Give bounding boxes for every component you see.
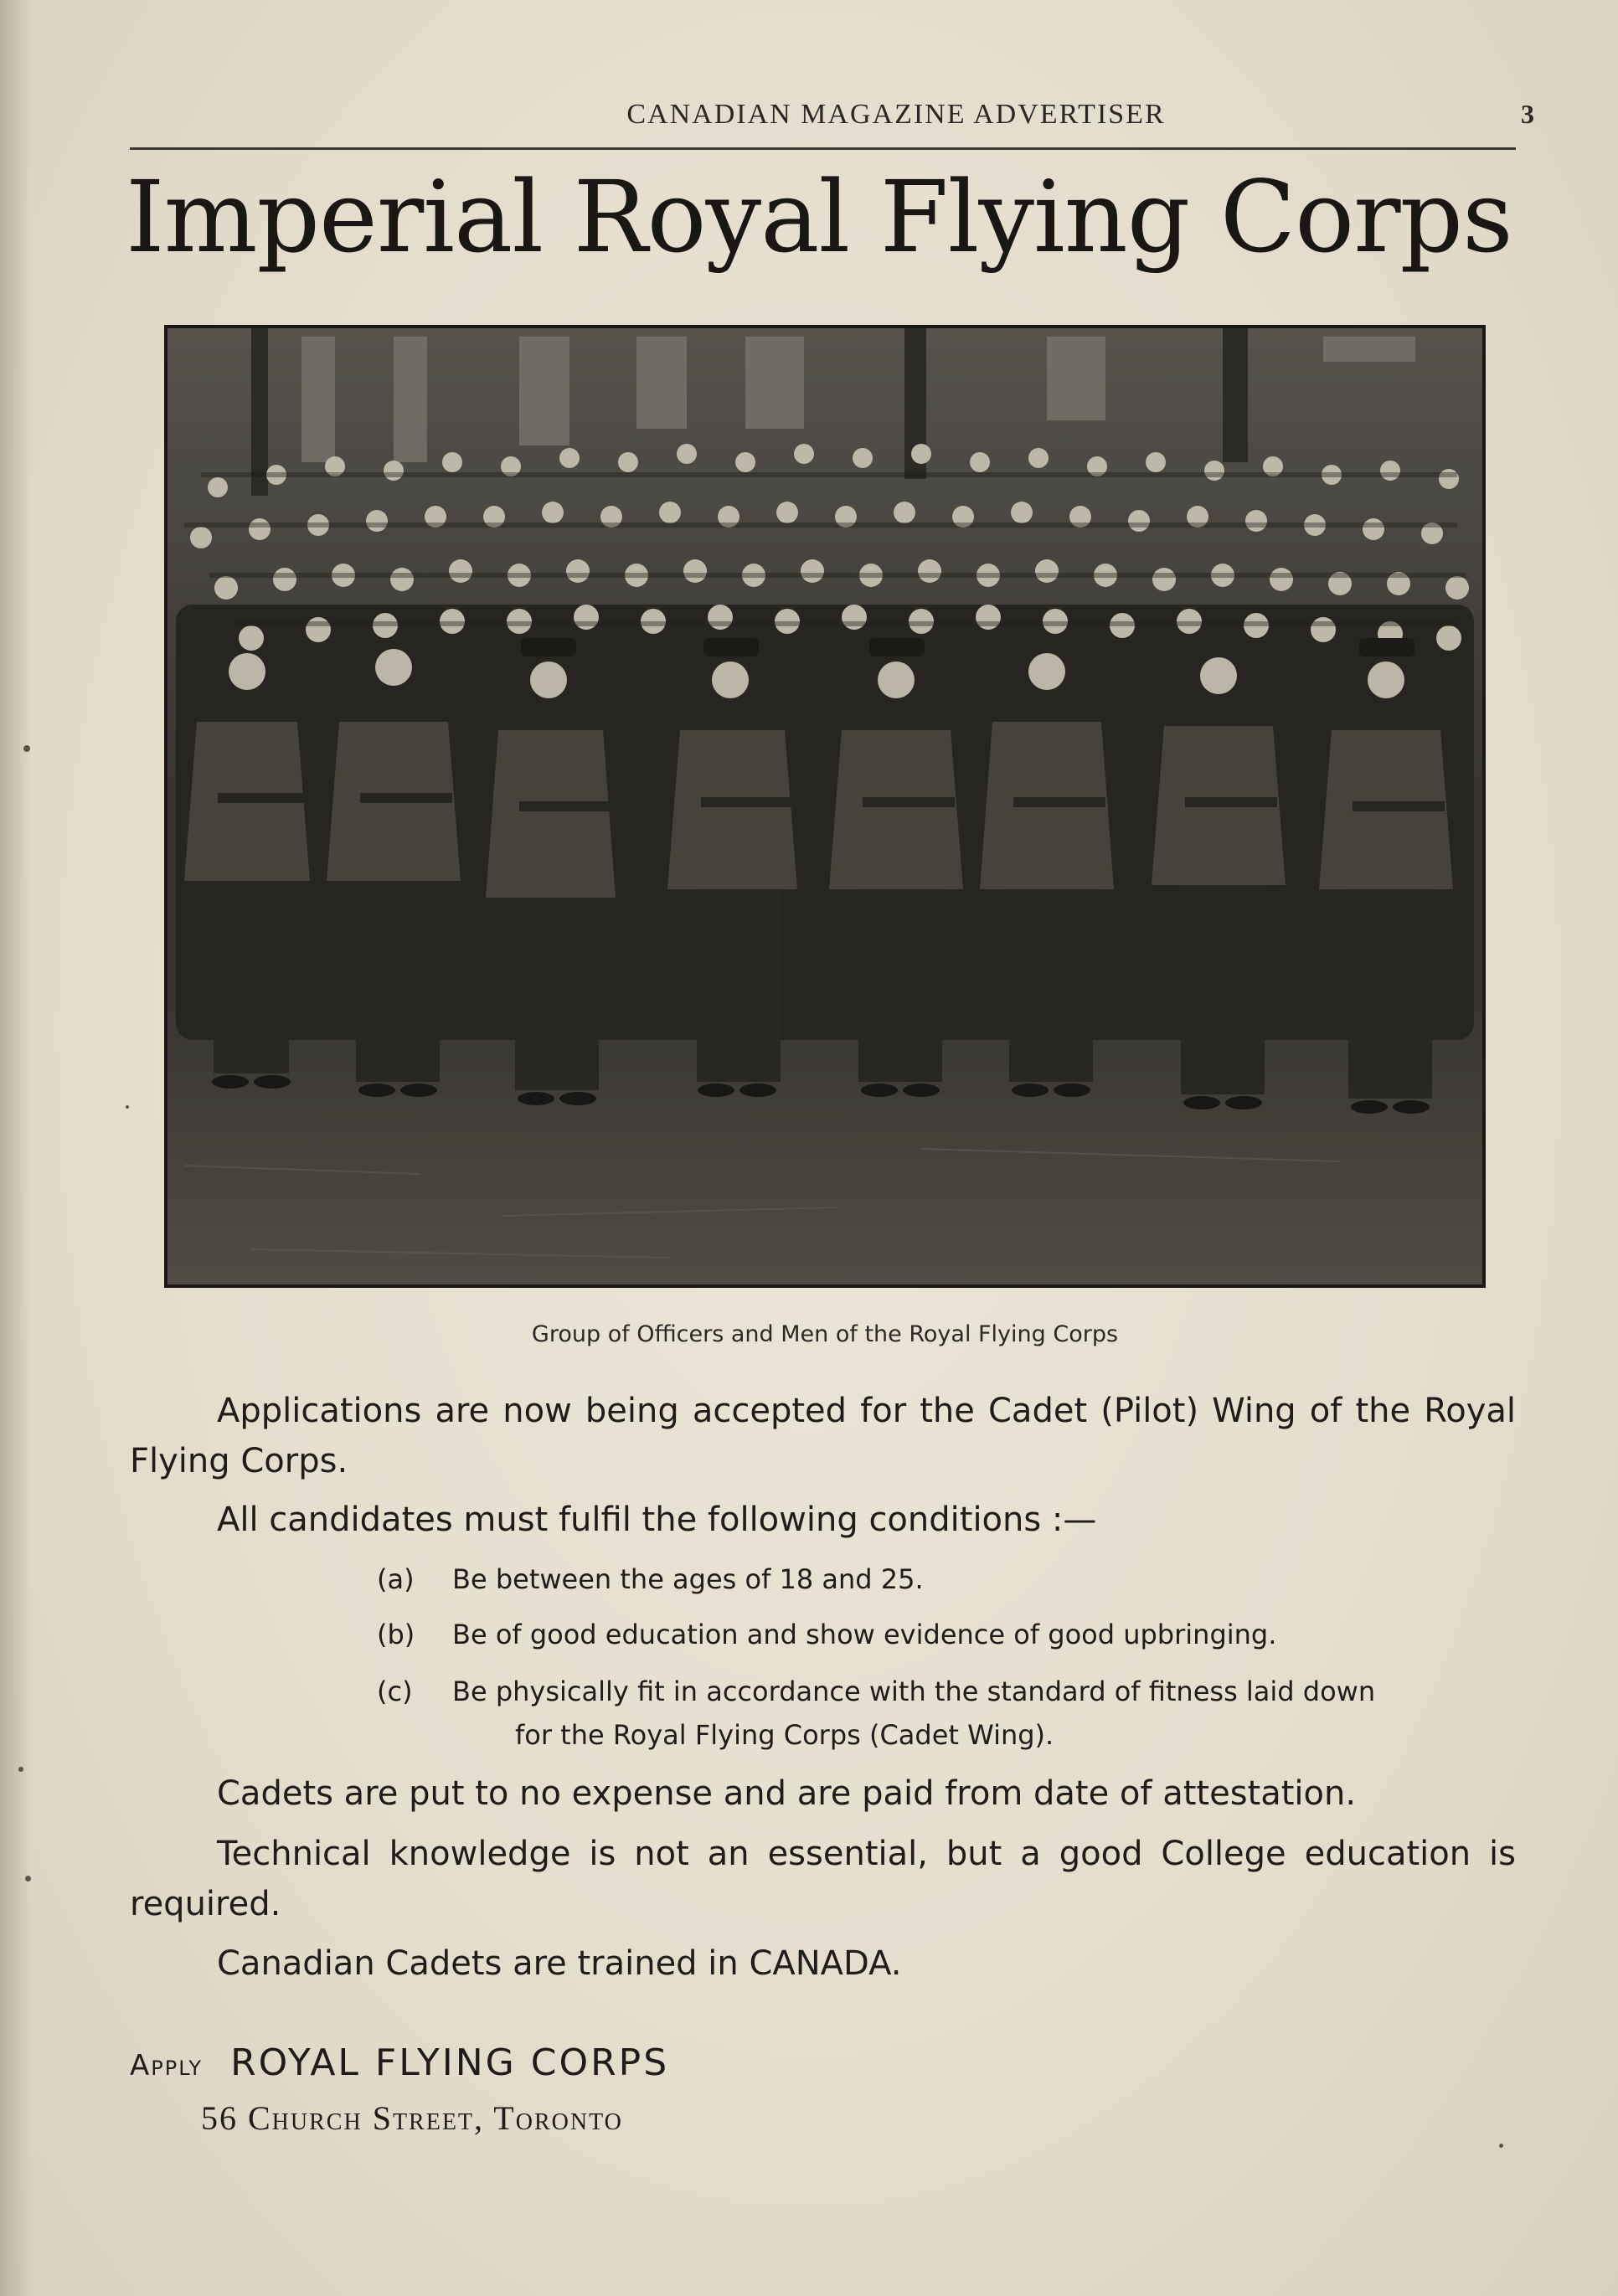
page-number: 3 [1521, 99, 1534, 129]
paper-speck [23, 745, 30, 752]
condition-text: Be between the ages of 18 and 25. [452, 1563, 924, 1595]
condition-label: (c) [377, 1676, 413, 1707]
condition-text: Be physically fit in accordance with the standard of fitness laid down [452, 1676, 1376, 1707]
condition-c [377, 1671, 1516, 1755]
condition-text: Be of good education and show evidence of good upbringing. [452, 1619, 1277, 1650]
paragraph-conditions-intro: All candidates must fulfil the following conditions :— [217, 1501, 1097, 1539]
condition-a [377, 1559, 1516, 1601]
condition-label: (b) [377, 1619, 415, 1650]
paper-speck [18, 1767, 23, 1772]
header-rule [130, 147, 1516, 150]
photo-illustration [167, 328, 1482, 1284]
paper-speck [1499, 2144, 1503, 2148]
paragraph-applications: Applications are now being accepted for the Cadet (Pilot) Wing of the Royal Flying Corps. [130, 1392, 1516, 1480]
paper-speck [25, 1876, 31, 1882]
group-photograph [164, 325, 1486, 1288]
apply-organization: ROYAL FLYING CORPS [230, 2041, 670, 2084]
condition-label: (a) [377, 1563, 415, 1595]
condition-b [377, 1614, 1516, 1656]
apply-address: 56 Church Street, Toronto [201, 2099, 623, 2137]
apply-line [130, 2041, 669, 2084]
paper-speck [126, 1105, 129, 1109]
paragraph-expense: Cadets are put to no expense and are paid from date of attestation. [217, 1774, 1357, 1813]
condition-text-continued: for the Royal Flying Corps (Cadet Wing). [515, 1719, 1054, 1751]
paragraph-trained-in-canada: Canadian Cadets are trained in CANADA. [217, 1944, 902, 1983]
paragraph-technical-knowledge: Technical knowledge is not an essential, but a good College education is required. [130, 1835, 1516, 1923]
running-header: CANADIAN MAGAZINE ADVERTISER [626, 99, 1166, 130]
page-spine-shadow [0, 0, 32, 2296]
advertisement-title: Imperial Royal Flying Corps [126, 159, 1512, 275]
photo-caption: Group of Officers and Men of the Royal Flying Corps [531, 1321, 1119, 1347]
apply-prefix: Apply [130, 2049, 204, 2082]
